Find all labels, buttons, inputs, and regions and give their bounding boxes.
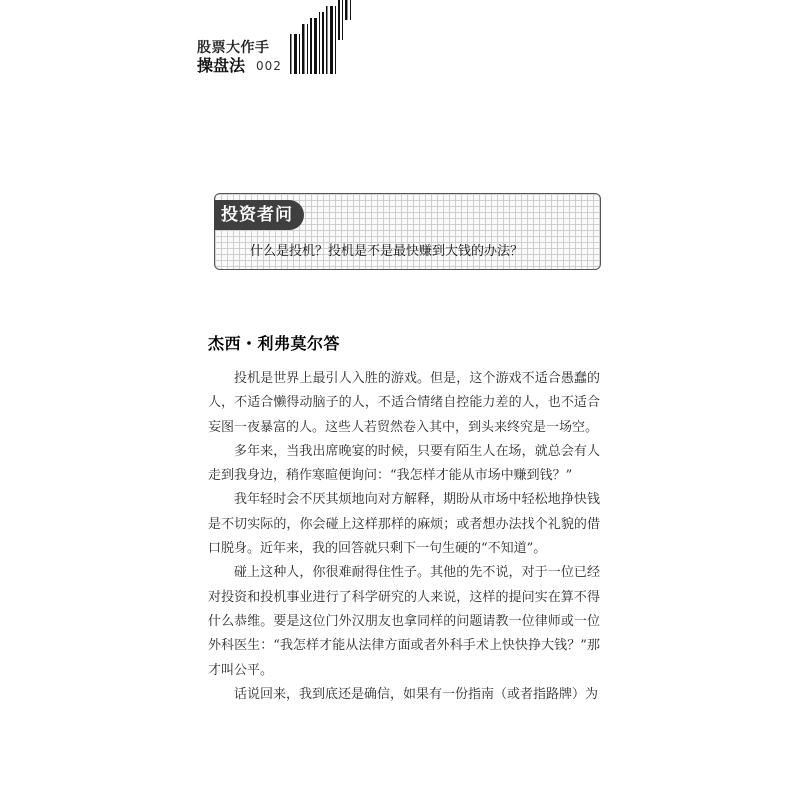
page-header — [0, 0, 800, 90]
answer-title: 杰西・利弗莫尔答 — [208, 334, 341, 353]
page-number: 002 — [256, 59, 282, 73]
body-paragraph: 碰上这种人，你很难耐得住性子。其他的先不说，对于一位已经对投资和投机事业进行了科学研究的人来说，这样的提问实在算不得什么恭维。要是这位门外汉朋友也拿同样的问题请教一位律师或一位外科医生：“我怎样才能从法律方面或者外科手术上快快挣大钱？”那才叫公平。 — [208, 565, 600, 678]
body-paragraph: 投机是世界上最引人入胜的游戏。但是，这个游戏不适合愚蠢的人，不适合懒得动脑子的人，不适合情绪自控能力差的人，也不适合妄图一夜暴富的人。这些人若贸然卷入其中，到头来终究是一场空。 — [208, 371, 600, 435]
body-paragraph: 话说回来，我到底还是确信，如果有一份指南（或者指路牌）为 — [234, 686, 599, 702]
body-paragraph: 我年轻时会不厌其烦地向对方解释，期盼从市场中轻松地挣快钱是不切实际的，你会碰上这样那样的麻烦；或者想办法找个礼貌的借口脱身。近年来，我的回答就只剩下一句生硬的“不知道”。 — [208, 492, 600, 557]
book-title: 股票大作手 — [197, 40, 270, 56]
header-barcode-decoration — [288, 0, 358, 76]
book-subtitle: 操盘法 — [197, 56, 246, 75]
question-label: 投资者问 — [214, 200, 304, 230]
question-text: 什么是投机？投机是不是最快赚到大钱的办法？ — [250, 244, 524, 259]
answer-body — [208, 367, 600, 707]
body-paragraph: 多年来，当我出席晚宴的时候，只要有陌生人在场，就总会有人走到我身边，稍作寒暄便询问：“我怎样才能从市场中赚到钱？” — [208, 443, 600, 484]
